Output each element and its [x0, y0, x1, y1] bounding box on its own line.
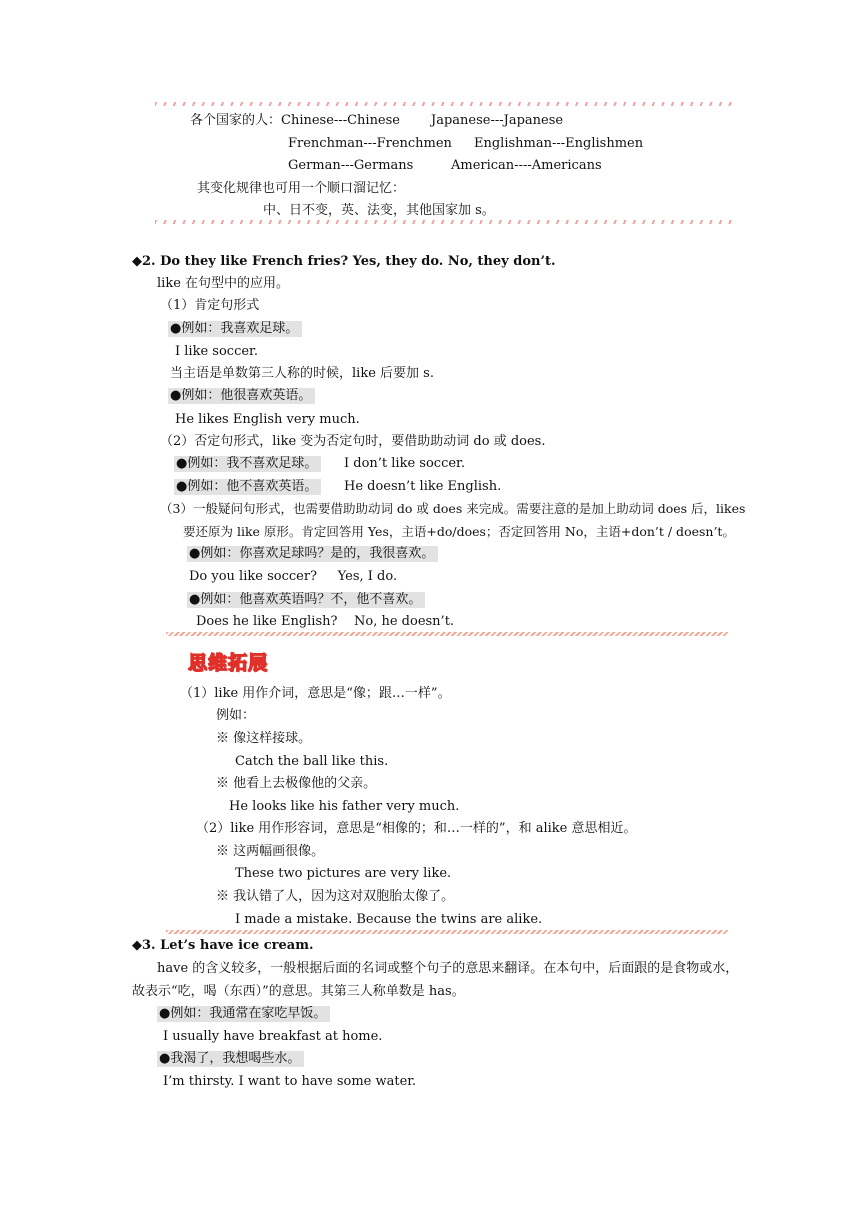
expansion-item1: （1）like 用作介词，意思是“像；跟…一样”。 [180, 686, 451, 701]
nationality-japanese: Japanese---Japanese [431, 113, 564, 128]
p1-example2-en: He likes English very much. [175, 412, 360, 427]
expansion-item2-ex2-cn: ※ 我认错了人，因为这对双胞胎太像了。 [216, 889, 455, 904]
p1-example1-cn: ●例如：我喜欢足球。 [168, 321, 302, 337]
expansion-title: 思维拓展 [188, 652, 269, 674]
p2-example2-cn: ●例如：他不喜欢英语。 [174, 479, 321, 495]
section2-intro: like 在句型中的应用。 [157, 276, 290, 291]
nationality-german: German---Germans [288, 158, 414, 173]
p3-line1: （3）一般疑问句形式，也需要借助助动词 do 或 does 来完成。需要注意的是加上助动词 does 后，likes [160, 501, 746, 516]
section3-para-line1: have 的含义较多，一般根据后面的名词或整个句子的意思来翻译。在本句中，后面跟的是食物或水， [157, 961, 739, 976]
p3-example2-cn: ●例如：他喜欢英语吗？不，他不喜欢。 [187, 592, 425, 608]
section3-example2-en: I’m thirsty. I want to have some water. [163, 1074, 417, 1089]
section3-example1-en: I usually have breakfast at home. [163, 1029, 383, 1044]
section3-para-line2: 故表示“吃，喝（东西）”的意思。其第三人称单数是 has。 [132, 984, 465, 999]
bottom-dashed-border [155, 220, 732, 224]
nationality-chinese: Chinese---Chinese [281, 113, 400, 128]
expansion-item1-ex1-en: Catch the ball like this. [235, 754, 389, 769]
section3-heading: ◆3. Let’s have ice cream. [132, 938, 314, 953]
expansion-item2-ex1-en: These two pictures are very like. [235, 866, 452, 881]
section2-heading: ◆2. Do they like French fries? Yes, they do. No, they don’t. [132, 254, 556, 269]
p3-line2: 要还原为 like 原形。肯定回答用 Yes，主语+do/does；否定回答用 No，主语+don’t / doesn’t。 [183, 524, 735, 539]
expansion-item2-ex2-en: I made a mistake. Because the twins are alike. [235, 912, 543, 927]
expansion-item1-ex2-cn: ※ 他看上去极像他的父亲。 [216, 776, 377, 791]
nationality-french: Frenchman---Frenchmen [288, 136, 452, 151]
p1-example1-en: I like soccer. [175, 344, 258, 359]
p2-example2-en: He doesn’t like English. [344, 479, 502, 494]
section3-example1-cn: ●例如：我通常在家吃早饭。 [157, 1006, 330, 1022]
p1-note: 当主语是单数第三人称的时候，like 后要加 s. [170, 366, 434, 381]
rhyme-text: 中、日不变，英、法变，其他国家加 s。 [263, 203, 495, 218]
expansion-item2-ex1-cn: ※ 这两幅画很像。 [216, 844, 325, 859]
rhyme-intro: 其变化规律也可用一个顺口溜记忆： [197, 181, 406, 196]
nationality-label: 各个国家的人： [190, 113, 282, 128]
p3-example1-en: Do you like soccer? Yes, I do. [189, 569, 398, 584]
expansion-item1-ex2-en: He looks like his father very much. [229, 799, 460, 814]
nationality-american: American----Americans [451, 158, 602, 173]
p2-title: （2）否定句形式，like 变为否定句时，要借助助动词 do 或 does. [160, 434, 546, 449]
expansion-item1-eg: 例如： [216, 708, 256, 723]
p2-example1-en: I don’t like soccer. [344, 456, 465, 471]
p3-example1-cn: ●例如：你喜欢足球吗？是的，我很喜欢。 [187, 546, 438, 562]
expansion-item2: （2）like 用作形容词，意思是“相像的；和…一样的”，和 alike 意思相近。 [196, 821, 637, 836]
p3-example2-en: Does he like English? No, he doesn’t. [196, 614, 455, 629]
expansion-top-border [166, 632, 728, 636]
expansion-item1-ex1-cn: ※ 像这样接球。 [216, 731, 312, 746]
expansion-bottom-border [166, 930, 728, 934]
section3-example2-cn: ●我渴了，我想喝些水。 [157, 1051, 304, 1067]
top-dashed-border [155, 102, 732, 106]
nationality-english: Englishman---Englishmen [474, 136, 644, 151]
p1-example2-cn: ●例如：他很喜欢英语。 [168, 388, 315, 404]
p1-title: （1）肯定句形式 [160, 298, 260, 313]
p2-example1-cn: ●例如：我不喜欢足球。 [174, 456, 321, 472]
